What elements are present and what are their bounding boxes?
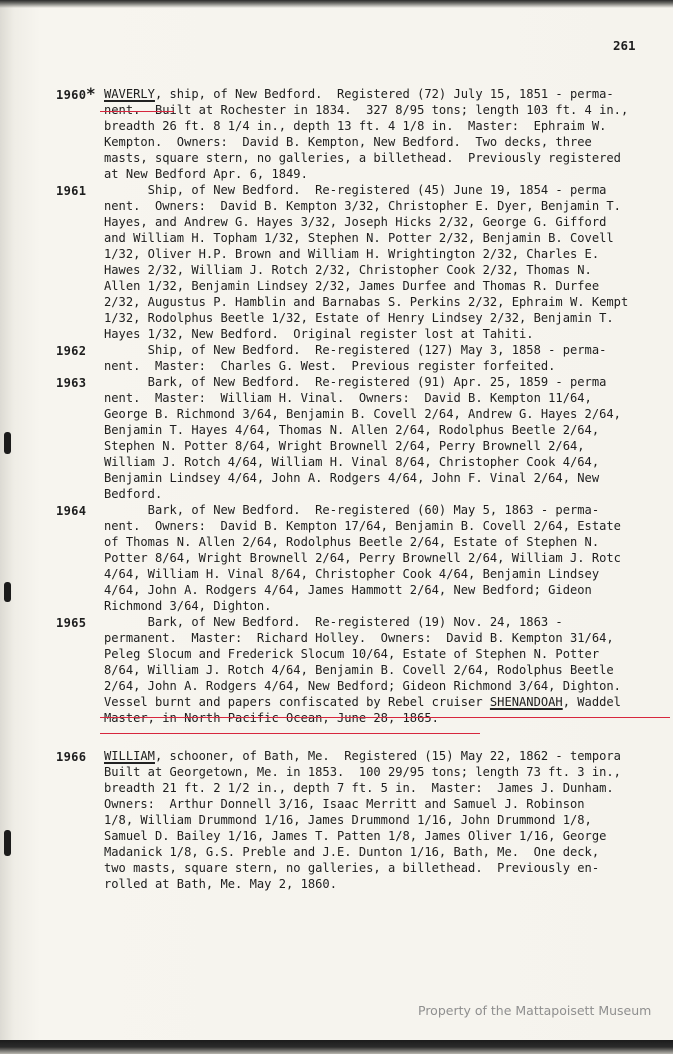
entry-text-line: Bark, of New Bedford. Re-registered (91) Apr. 25, 1859 - perma — [104, 375, 607, 389]
entry-text-line: Hayes 1/32, New Bedford. Original register lost at Tahiti. — [104, 327, 534, 341]
entry-text-line: Hawes 2/32, William J. Rotch 2/32, Christopher Cook 2/32, Thomas N. — [104, 263, 592, 277]
entry-text-line: Owners: Arthur Donnell 3/16, Isaac Merritt and Samuel J. Robinson — [104, 797, 585, 811]
entry-text-line: Bark, of New Bedford. Re-registered (60) May 5, 1863 - perma- — [104, 503, 600, 517]
entry-text-line: 8/64, William J. Rotch 4/64, Benjamin B. Covell 2/64, Rodolphus Beetle — [104, 663, 614, 677]
ship-name: WILLIAM — [104, 749, 155, 763]
entry-text-line: Ship, of New Bedford. Re-registered (127) May 3, 1858 - perma- — [104, 343, 607, 357]
entry-text-line: Master, in North Pacific Ocean, June 28, 1865. — [104, 711, 439, 725]
entry-number: 1965 — [56, 616, 87, 630]
entry-text-line: Potter 8/64, Wright Brownell 2/64, Perry Brownell 2/64, William J. Rotc — [104, 551, 621, 565]
entry-text-line: Hayes, and Andrew G. Hayes 3/32, Joseph Hicks 2/32, George G. Gifford — [104, 215, 607, 229]
entry-text-line: 1/8, William Drummond 1/16, James Drummond 1/16, John Drummond 1/8, — [104, 813, 592, 827]
entry-text-line: Vessel burnt and papers confiscated by Rebel cruiser SHENANDOAH, Waddel — [104, 695, 621, 709]
entry-text-line: 2/64, John A. Rodgers 4/64, New Bedford; Gideon Richmond 3/64, Dighton. — [104, 679, 621, 693]
entry-text-line: 2/32, Augustus P. Hamblin and Barnabas S. Perkins 2/32, Ephraim W. Kempt — [104, 295, 629, 309]
entry-number: 1966 — [56, 750, 87, 764]
entry-text-line: Kempton. Owners: David B. Kempton, New Bedford. Two decks, three — [104, 135, 592, 149]
entry-number: 1961 — [56, 184, 87, 198]
entry-text-line: 4/64, John A. Rodgers 4/64, James Hammott 2/64, New Bedford; Gideon — [104, 583, 592, 597]
entry-text-line: 4/64, William H. Vinal 8/64, Christopher Cook 4/64, Benjamin Lindsey — [104, 567, 600, 581]
entry-text-line: WILLIAM, schooner, of Bath, Me. Registered (15) May 22, 1862 - tempora — [104, 749, 621, 763]
entry-text-line: nent. Master: William H. Vinal. Owners: David B. Kempton 11/64, — [104, 391, 592, 405]
entry-text-line: 1/32, Rodolphus Beetle 1/32, Estate of Henry Lindsey 2/32, Benjamin T. — [104, 311, 614, 325]
red-underline-fate-line1 — [100, 717, 670, 718]
page-number: 261 — [613, 38, 636, 53]
bottom-scan-edge — [0, 1040, 673, 1054]
entry-number: 1962 — [56, 344, 87, 358]
entry-text-line: Samuel D. Bailey 1/16, James T. Patten 1/8, James Oliver 1/16, George — [104, 829, 607, 843]
entry-text-line: Benjamin T. Hayes 4/64, Thomas N. Allen 2/64, Rodolphus Beetle 2/64, — [104, 423, 600, 437]
cruiser-name: SHENANDOAH — [489, 695, 563, 709]
entry-text-line: nent. Owners: David B. Kempton 17/64, Benjamin B. Covell 2/64, Estate — [104, 519, 621, 533]
entry-text-line: Built at Georgetown, Me. in 1853. 100 29/95 tons; length 73 ft. 3 in., — [104, 765, 621, 779]
entry-text-line: Allen 1/32, Benjamin Lindsey 2/32, James Durfee and Thomas R. Durfee — [104, 279, 600, 293]
entry-number: 1963 — [56, 376, 87, 390]
red-underline-fate-line2 — [100, 733, 480, 734]
entry-text-line: Bark, of New Bedford. Re-registered (19) Nov. 24, 1863 - — [104, 615, 563, 629]
entry-text-line: Peleg Slocum and Frederick Slocum 10/64, Estate of Stephen N. Potter — [104, 647, 600, 661]
entry-text-line: rolled at Bath, Me. May 2, 1860. — [104, 877, 337, 891]
top-scan-edge — [0, 0, 673, 8]
binding-mark — [4, 830, 11, 856]
entry-text-line: permanent. Master: Richard Holley. Owners: David B. Kempton 31/64, — [104, 631, 614, 645]
entry-text-line: masts, square stern, no galleries, a billethead. Previously registered — [104, 151, 621, 165]
entry-text-line: of Thomas N. Allen 2/64, Rodolphus Beetle 2/64, Estate of Stephen N. — [104, 535, 600, 549]
entry-text-line: at New Bedford Apr. 6, 1849. — [104, 167, 308, 181]
entry-text-line: Stephen N. Potter 8/64, Wright Brownell 2/64, Perry Brownell 2/64, — [104, 439, 585, 453]
entry-text-line: and William H. Topham 1/32, Stephen N. Potter 2/32, Benjamin B. Covell — [104, 231, 614, 245]
entry-text-line: nent. Built at Rochester in 1834. 327 8/95 tons; length 103 ft. 4 in., — [104, 103, 629, 117]
entry-text-line: George B. Richmond 3/64, Benjamin B. Covell 2/64, Andrew G. Hayes 2/64, — [104, 407, 621, 421]
entry-text-line: nent. Owners: David B. Kempton 3/32, Christopher E. Dyer, Benjamin T. — [104, 199, 621, 213]
entry-text-line: two masts, square stern, no galleries, a billethead. Previously en- — [104, 861, 600, 875]
entry-number: 1964 — [56, 504, 87, 518]
entry-text-line: Ship, of New Bedford. Re-registered (45) June 19, 1854 - perma — [104, 183, 607, 197]
entry-text-line: Richmond 3/64, Dighton. — [104, 599, 272, 613]
entry-text-line: breadth 21 ft. 2 1/2 in., depth 7 ft. 5 in. Master: James J. Dunham. — [104, 781, 614, 795]
ship-name: WAVERLY — [104, 87, 155, 101]
entry-number: 1960 — [56, 88, 87, 102]
entry-text-line: Benjamin Lindsey 4/64, John A. Rodgers 4/64, John F. Vinal 2/64, New — [104, 471, 600, 485]
entry-text-line: William J. Rotch 4/64, William H. Vinal 8/64, Christopher Cook 4/64, — [104, 455, 600, 469]
binding-mark — [4, 582, 11, 602]
entry-text-line: 1/32, Oliver H.P. Brown and William H. Wrightington 2/32, Charles E. — [104, 247, 600, 261]
entry-star-mark: * — [86, 84, 96, 103]
red-underline-waverly — [100, 111, 174, 112]
entry-text-line: Madanick 1/8, G.S. Preble and J.E. Dunton 1/16, Bath, Me. One deck, — [104, 845, 600, 859]
binding-mark — [4, 432, 11, 454]
entry-text-line: nent. Master: Charles G. West. Previous register forfeited. — [104, 359, 556, 373]
entry-text-line: Bedford. — [104, 487, 163, 501]
museum-watermark: Property of the Mattapoisett Museum — [418, 1003, 652, 1018]
entry-text-line: breadth 26 ft. 8 1/4 in., depth 13 ft. 4 1/8 in. Master: Ephraim W. — [104, 119, 607, 133]
entry-text-line: WAVERLY, ship, of New Bedford. Registered (72) July 15, 1851 - perma- — [104, 87, 614, 101]
